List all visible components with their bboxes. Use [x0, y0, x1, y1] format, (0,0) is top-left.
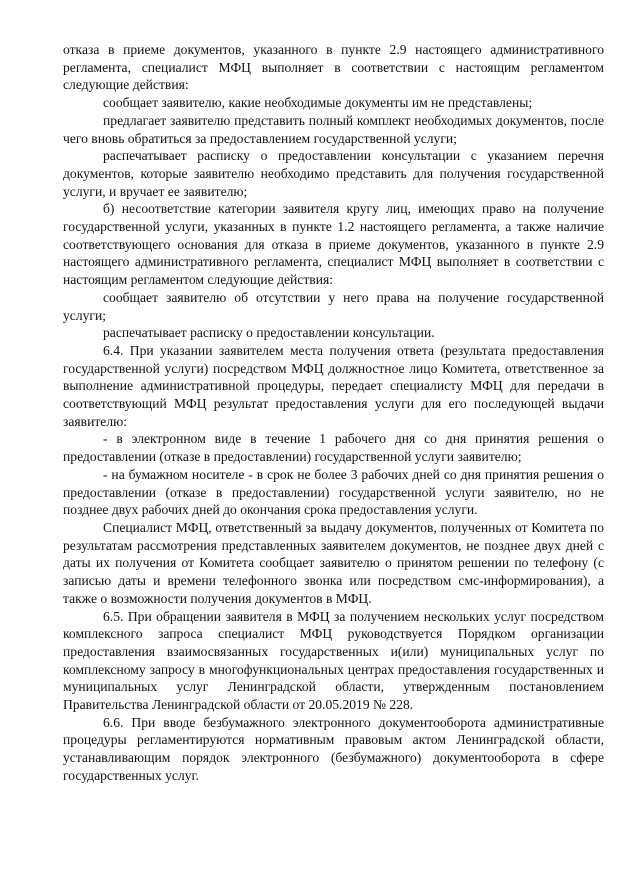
paragraph-11: 6.5. При обращении заявителя в МФЦ за получением нескольких услуг посредством комплексного запроса специалист МФЦ руководствуется Порядком организации предоставления взаимосвязанных государственных и(или) муниципальных услуг по комплексному запросу в многофункциональных центрах предоставления государственных и муниципальных услуг Ленинградской области, утвержденным постановлением Правительства Ленинградской области от 20.05.2019 № 228. [63, 608, 604, 713]
paragraph-9: - на бумажном носителе - в срок не более 3 рабочих дней со дня принятия решения о предоставлении (отказе в предоставлении) государственной услуги заявителю, но не позднее двух рабочих дней до окончания срока предоставления услуги. [63, 466, 604, 518]
paragraph-6: распечатывает расписку о предоставлении консультации. [103, 325, 435, 341]
paragraph-12: 6.6. При вводе безбумажного электронного документооборота административные процедуры регламентируются нормативным правовым актом Ленинградской области, устанавливающим порядок электронного (безбумажного) документооборота в сфере государственных услуг. [63, 714, 604, 783]
paragraph-3: распечатывает расписку о предоставлении консультации с указанием перечня документов, которые заявителю необходимо представить для получения государственной услуги, и вручает ее заявителю; [63, 148, 604, 199]
paragraph-0: отказа в приеме документов, указанного в пункте 2.9 настоящего административного регламента, специалист МФЦ выполняет в соответствии с настоящим регламентом следующие действия: [63, 42, 604, 93]
paragraph-1: сообщает заявителю, какие необходимые документы им не представлены; [103, 95, 533, 111]
paragraph-2: предлагает заявителю представить полный комплект необходимых документов, после чего вновь обратиться за предоставлением государственной услуги; [63, 112, 604, 146]
paragraph-4: б) несоответствие категории заявителя кругу лиц, имеющих право на получение государственной услуги, указанных в пункте 1.2 настоящего регламента, а также наличие соответствующего основания для отказа в приеме документов, указанного в пункте 2.9 настоящего административного регламента, специалист МФЦ выполняет в соответствии с настоящим регламентом следующие действия: [63, 201, 604, 288]
paragraph-5: сообщает заявителю об отсутствии у него права на получение государственной услуги; [63, 289, 604, 323]
document-body [63, 41, 604, 785]
paragraph-10: Специалист МФЦ, ответственный за выдачу документов, полученных от Комитета по результатам рассмотрения представленных заявителем документов, не позднее двух дней с даты их получения от Комитета сообщает заявителю о принятом решении по телефону (с записью даты и времени телефонного звонка или посредством смс-информирования), а также о возможности получения документов в МФЦ. [63, 519, 604, 606]
paragraph-7: 6.4. При указании заявителем места получения ответа (результата предоставления государственной услуги) посредством МФЦ должностное лицо Комитета, ответственное за выполнение административной процедуры, передает специалисту МФЦ для передачи в соответствующий МФЦ результат предоставления услуги для его последующей выдачи заявителю: [63, 342, 604, 429]
paragraph-8: - в электронном виде в течение 1 рабочего дня со дня принятия решения о предоставлении (отказе в предоставлении) государственной услуги заявителю; [63, 431, 604, 465]
